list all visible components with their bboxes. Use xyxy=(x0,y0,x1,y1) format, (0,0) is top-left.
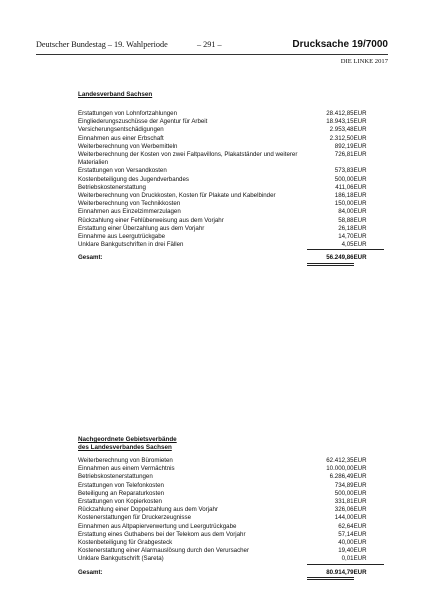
row-amount: 4,05 xyxy=(307,241,354,250)
row-currency: EUR xyxy=(353,216,367,224)
row-label: Versicherungsentschädigungen xyxy=(78,126,164,134)
row-amount: 326,06 xyxy=(334,506,354,514)
row-currency: EUR xyxy=(354,555,384,564)
row-amount: 18.943,15 xyxy=(326,118,354,126)
row-currency: EUR xyxy=(353,465,367,473)
table-row xyxy=(78,143,384,151)
table-row xyxy=(78,523,384,531)
row-currency: EUR xyxy=(353,110,367,117)
table-row xyxy=(78,225,384,233)
row-label: Erstattung eines Guthabens bei der Telekom aus dem Vorjahr xyxy=(78,530,246,538)
table-row xyxy=(78,241,384,250)
table-row xyxy=(78,118,384,126)
row-amount: 2.312,50 xyxy=(329,134,354,142)
row-label: Einnahme aus Leergutrückgabe xyxy=(78,233,166,241)
row-currency: EUR xyxy=(353,208,367,216)
table-row xyxy=(78,531,384,539)
row-currency: EUR xyxy=(353,167,367,175)
header-doc-prefix: Drucksache 19/ xyxy=(292,39,366,50)
page-header xyxy=(36,40,388,54)
row-currency: EUR xyxy=(353,151,367,159)
income-table xyxy=(78,457,384,580)
row-currency: EUR xyxy=(353,192,367,200)
table-row xyxy=(78,208,384,216)
row-currency: EUR xyxy=(353,539,367,547)
section-title-line2: des Landesverbandes Sachsen xyxy=(78,444,172,451)
header-document-number xyxy=(292,39,388,50)
table-row xyxy=(78,200,384,208)
table-row xyxy=(78,135,384,143)
row-amount: 62.412,35 xyxy=(326,457,354,464)
table-row xyxy=(78,506,384,514)
row-label: Weiterberechnung von Druckkosten, Kosten für Plakate und Kabelbinder xyxy=(78,192,276,200)
row-amount: 58,88 xyxy=(338,216,354,224)
row-currency: EUR xyxy=(353,175,367,183)
row-label: Unklare Bankgutschrift (Sareta) xyxy=(78,555,164,563)
row-label: Erstattungen von Lohnfortzahlungen xyxy=(78,110,178,117)
table-row xyxy=(78,217,384,225)
row-currency: EUR xyxy=(353,473,367,481)
row-label: Erstattungen von Kopierkosten xyxy=(78,498,162,506)
header-page-number: – 291 – xyxy=(197,40,222,49)
table-row xyxy=(78,233,384,241)
row-amount: 500,00 xyxy=(334,175,354,183)
row-amount: 734,89 xyxy=(334,481,354,489)
table-row xyxy=(78,110,384,118)
header-parliament: Deutscher Bundestag – 19. Wahlperiode xyxy=(36,40,168,49)
row-currency: EUR xyxy=(353,489,367,497)
party-year-label: DIE LINKE 2017 xyxy=(340,58,388,65)
row-amount: 84,00 xyxy=(338,208,354,216)
row-label: Beteiligung an Reparaturkosten xyxy=(78,489,165,497)
row-label: Einnahmen aus Altpapierverwertung und Leergutrückgabe xyxy=(78,522,237,530)
table-row xyxy=(78,473,384,481)
row-label: Weiterberechnung von Büromieten xyxy=(78,457,173,464)
table-row xyxy=(78,457,384,465)
row-amount: 150,00 xyxy=(334,200,354,208)
table-row xyxy=(78,514,384,522)
total-row xyxy=(78,566,384,579)
table-row xyxy=(78,555,384,564)
row-label: Weiterberechnung von Werbemitteln xyxy=(78,142,178,150)
income-rows xyxy=(78,110,384,264)
row-amount: 14,70 xyxy=(338,233,354,241)
table-row xyxy=(78,465,384,473)
total-label: Gesamt: xyxy=(78,254,103,262)
section-gebietsverbaende xyxy=(78,436,384,580)
section-title-line1: Nachgeordnete Gebietsverbände xyxy=(78,436,177,443)
table-row xyxy=(78,547,384,555)
header-rule xyxy=(36,54,388,55)
row-label: Kostenerstattungen für Druckerzeugnisse xyxy=(78,514,191,522)
row-amount: 28.412,85 xyxy=(326,110,354,117)
row-currency: EUR xyxy=(353,522,367,530)
header-doc-number: 7000 xyxy=(365,39,388,50)
row-currency: EUR xyxy=(353,118,367,126)
row-amount: 331,81 xyxy=(334,498,354,506)
row-currency: EUR xyxy=(353,126,367,134)
row-label: Eingliederungszuschüsse der Agentur für Arbeit xyxy=(78,118,208,126)
row-label: Erstattungen von Telefonkosten xyxy=(78,481,164,489)
row-currency: EUR xyxy=(353,514,367,522)
row-amount: 10.000,00 xyxy=(326,465,354,473)
total-currency: EUR xyxy=(353,568,367,576)
row-currency: EUR xyxy=(353,481,367,489)
total-row xyxy=(78,251,384,264)
row-label: Erstattungen von Versandkosten xyxy=(78,167,167,175)
section-title: Landesverband Sachsen xyxy=(78,91,153,98)
row-label: Rückzahlung einer Doppelzahlung aus dem Vorjahr xyxy=(78,506,218,514)
row-currency: EUR xyxy=(353,233,367,241)
row-amount: 144,00 xyxy=(334,514,354,522)
income-rows xyxy=(78,457,384,578)
table-row xyxy=(78,482,384,490)
row-label: Rückzahlung einer Fehlüberweisung aus dem Vorjahr xyxy=(78,216,224,224)
row-amount: 2.953,48 xyxy=(329,126,354,134)
row-amount: 26,18 xyxy=(338,224,354,232)
row-currency: EUR xyxy=(353,142,367,150)
row-amount: 6.286,49 xyxy=(329,473,354,481)
row-amount: 573,83 xyxy=(334,167,354,175)
row-currency: EUR xyxy=(353,498,367,506)
table-row xyxy=(78,490,384,498)
row-currency: EUR xyxy=(353,134,367,142)
table-row xyxy=(78,184,384,192)
row-currency: EUR xyxy=(354,241,384,250)
row-amount: 726,81 xyxy=(334,151,354,159)
row-label: Einnahmen aus einem Vermächtnis xyxy=(78,465,175,473)
income-table xyxy=(78,110,384,266)
row-currency: EUR xyxy=(353,547,367,555)
row-currency: EUR xyxy=(353,530,367,538)
row-amount: 62,64 xyxy=(338,522,354,530)
table-row xyxy=(78,126,384,134)
row-label: Betriebskostenerstattung xyxy=(78,183,146,191)
table-row xyxy=(78,167,384,175)
row-amount: 0,01 xyxy=(307,555,354,564)
total-amount: 56.249,86 xyxy=(307,251,354,264)
row-amount: 892,19 xyxy=(334,142,354,150)
row-label: Einnahmen aus einer Erbschaft xyxy=(78,134,164,142)
row-amount: 411,06 xyxy=(335,183,354,191)
row-currency: EUR xyxy=(353,457,367,464)
row-amount: 500,00 xyxy=(334,489,354,497)
row-currency: EUR xyxy=(353,183,367,191)
row-label: Kostenbeteiligung für Grabgesteck xyxy=(78,539,173,547)
table-row xyxy=(78,176,384,184)
total-label: Gesamt: xyxy=(78,568,103,576)
row-label: Einnahmen aus Einzelzimmerzulagen xyxy=(78,208,181,216)
table-row xyxy=(78,151,384,167)
row-label: Kostenbeteiligung des Jugendverbandes xyxy=(78,175,189,183)
row-currency: EUR xyxy=(353,200,367,208)
row-label: Kostenerstattung einer Alarmauslösung durch den Verursacher xyxy=(78,547,250,555)
table-row xyxy=(78,498,384,506)
section-landesverband xyxy=(78,91,384,266)
row-currency: EUR xyxy=(353,506,367,514)
row-currency: EUR xyxy=(353,224,367,232)
total-currency: EUR xyxy=(353,254,367,262)
row-amount: 19,40 xyxy=(338,547,354,555)
row-label: Weiterberechnung von Technikkosten xyxy=(78,200,181,208)
row-label: Erstattung einer Überzahlung aus dem Vorjahr xyxy=(78,224,205,232)
row-amount: 186,18 xyxy=(334,192,354,200)
row-label: Betriebskostenerstattungen xyxy=(78,473,153,481)
row-label: Weiterberechnung der Kosten von zwei Faltpavillons, Plakatständer und weiterer Materialien xyxy=(78,151,298,167)
table-row xyxy=(78,539,384,547)
row-amount: 40,00 xyxy=(338,539,354,547)
table-row xyxy=(78,192,384,200)
total-amount: 80.914,79 xyxy=(307,566,354,579)
row-label: Unklare Bankgutschriften in drei Fällen xyxy=(78,241,184,249)
row-amount: 57,14 xyxy=(338,530,354,538)
